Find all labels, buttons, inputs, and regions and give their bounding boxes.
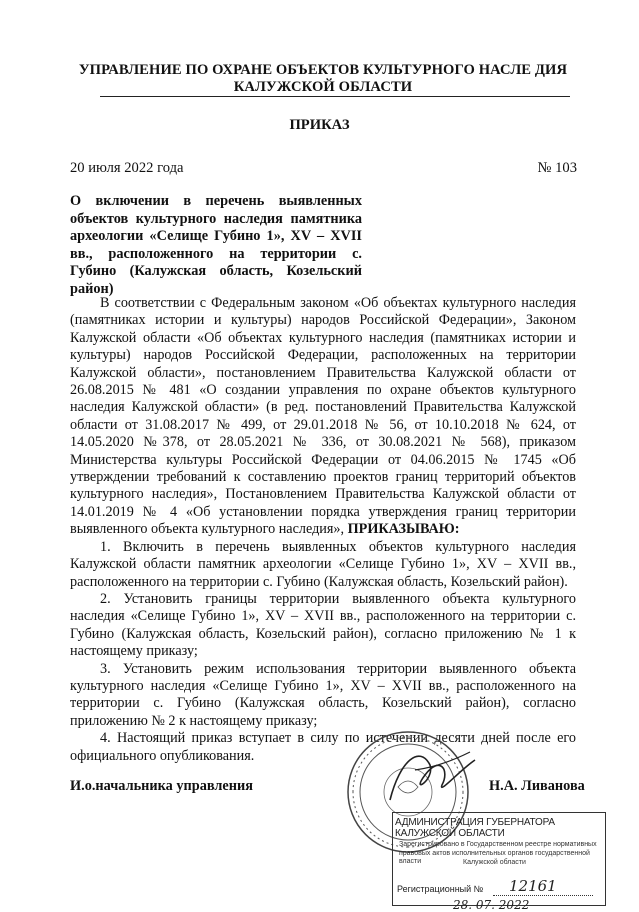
order-subject: О включении в перечень выявленных объектов культурного наследия памятника археологии «Селище Губино 1», XV – XVII вв., расположенного на территории с. Губино (Калужская область, Козельский район): [70, 193, 362, 297]
order-item-4: 4. Настоящий приказ вступает в силу по истечении десяти дней после его официального опубликования.: [70, 730, 576, 764]
preamble-paragraph: [70, 295, 576, 539]
organization-name-line1: УПРАВЛЕНИЕ ПО ОХРАНЕ ОБЪЕКТОВ КУЛЬТУРНОГО НАСЛЕ ДИЯ: [78, 62, 568, 78]
organization-name-line2: КАЛУЖСКОЙ ОБЛАСТИ: [233, 79, 413, 95]
order-item-2: 2. Установить границы территории выявленного объекта культурного наследия «Селище Губино 1», XV – XVII вв., расположенного на территории с. Губино (Калужская область, Козельский район), согласно приложению № 1 к настоящему приказу;: [70, 590, 576, 660]
document-type: ПРИКАЗ: [289, 117, 350, 133]
order-body: [70, 295, 576, 765]
order-item-3: 3. Установить режим использования территории выявленного объекта культурного наследия «Селище Губино 1», XV – XVII вв., расположенного на территории с. Губино (Калужская область, Козельский район), согласно приложению № 2 к настоящему приказу;: [70, 660, 576, 729]
organization-header: [78, 62, 568, 96]
stamp-line-2: правовых актов исполнительных органов государственной власти: [399, 850, 590, 865]
registration-number: 12161: [509, 877, 557, 895]
stamp-line-3: Калужской области: [463, 859, 526, 866]
preamble-text: В соответствии с Федеральным законом «Об объектах культурного наследия (памятниках истории и культуры) народов Российской Федерации», Законом Калужской области «Об объектах культурного наследия (памятниках истории и культуры) народов Российской Федерации, расположенных на территории Калужской области», постановлением Правительства Калужской области от 26.08.2015 № 481 «О создании управления по охране объектов культурного наследия Калужской области» (в ред. постановлений Правительства Калужской области от 31.08.2017 № 499, от 29.01.2018 № 56, от 10.10.2018 № 624, от 14.05.2020 №378, от 28.05.2021 № 336, от 30.08.2021 № 568), приказом Министерства культуры Российской Федерации от 04.06.2015 № 1745 «Об утверждении требований к составлению проектов границ территорий объектов культурного наследия», Постановлением Правительства Калужской области от 14.01.2019 № 4 «Об установлении порядка утверждения границ территории выявленного объекта культурного наследия»,: [70, 295, 576, 538]
handwritten-signature-icon: [380, 740, 490, 810]
order-date: 20 июля 2022 года: [70, 160, 184, 176]
registration-stamp: [392, 812, 606, 912]
registration-rule: [493, 895, 593, 896]
stamp-heading: АДМИНИСТРАЦИЯ ГУБЕРНАТОРА КАЛУЖСКОЙ ОБЛАСТИ: [395, 817, 555, 839]
order-item-1: 1. Включить в перечень выявленных объектов культурного наследия Калужской области памятник археологии «Селище Губино 1», XV – XVII вв., расположенного на территории с. Губино (Калужская область, Козельский район).: [70, 538, 576, 590]
order-number: № 103: [537, 160, 577, 176]
signatory-position: И.о.начальника управления: [70, 778, 253, 794]
stamp-line-1: Зарегистрировано в Государственном реестре нормативных: [399, 841, 597, 848]
header-divider: [100, 96, 570, 97]
registration-label: Регистрационный №: [397, 884, 484, 894]
signatory-name: Н.А. Ливанова: [489, 778, 585, 794]
registration-date: 28. 07. 2022: [453, 898, 530, 912]
order-word: ПРИКАЗЫВАЮ:: [347, 521, 460, 538]
